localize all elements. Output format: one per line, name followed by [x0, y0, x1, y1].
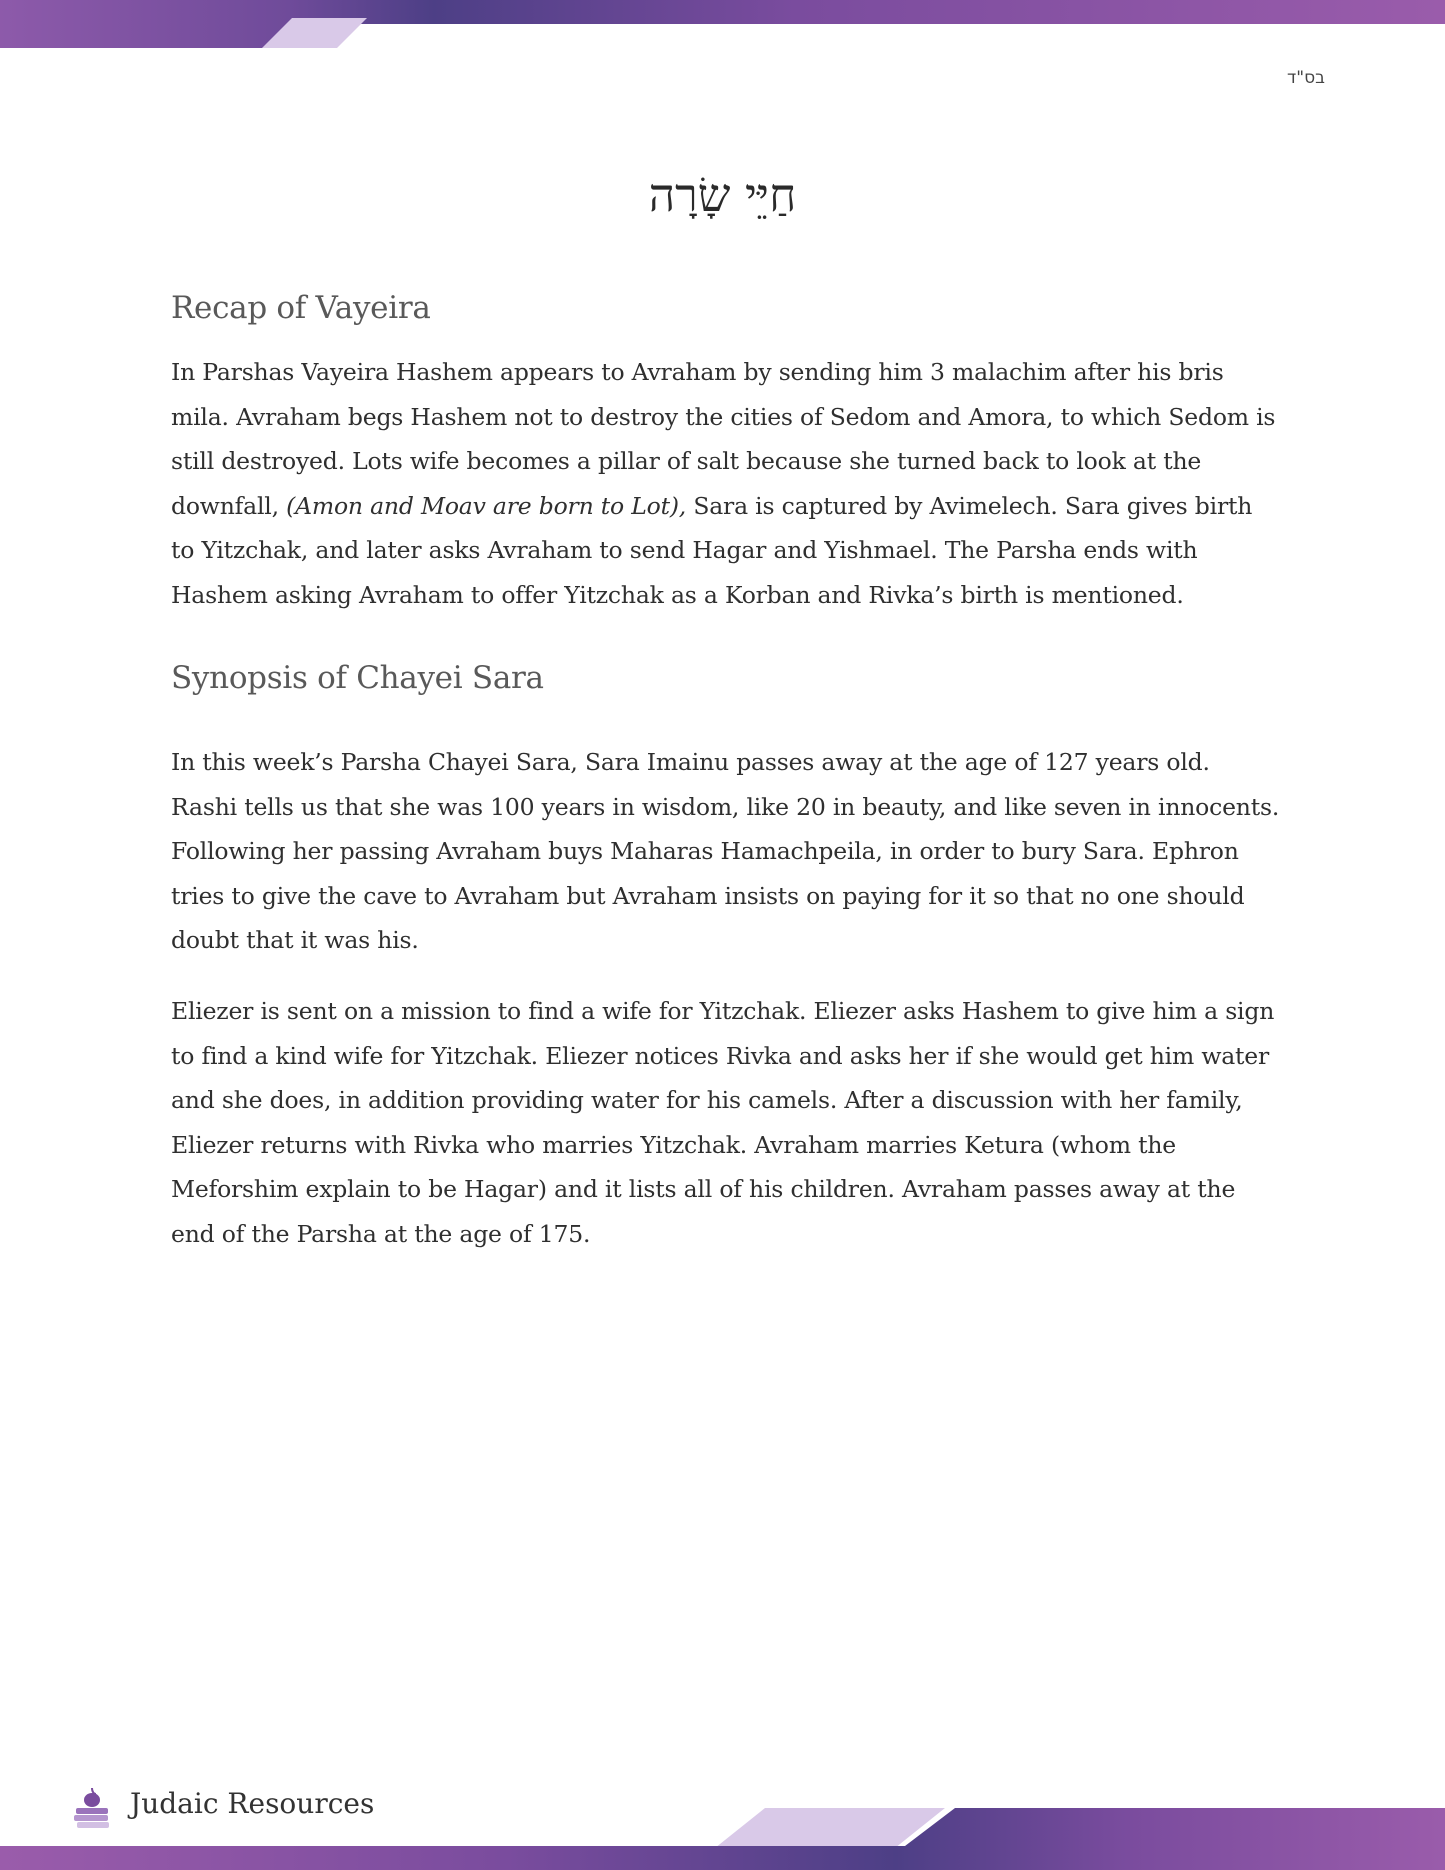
- recap-text-start: In Parshas Vayeira Hashem appears to Avraham by sending him 3 malachim after his bris mila. Avraham begs Hashem not to destroy the cities of Sedom and Amora, to which Sedom is still destroyed. Lots wife becomes a pillar of salt because she turned back to look at the downfall,: [171, 358, 1276, 520]
- footer-brand: Judaic Resources: [130, 1787, 375, 1820]
- synopsis-paragraph-1-text: In this week’s Parsha Chayei Sara, Sara Imainu passes away at the age of 127 years old. Rashi tells us that she was 100 years in wisdom, like 20 in beauty, and like seven in innocents. Following her passing Avraham buys Maharas Hamachpeila, in order to bury Sara. Ephron tries to give the cave to Avraham but Avraham insists on paying for it so that no one should doubt that it was his.: [171, 748, 1280, 954]
- top-decorative-band: [0, 0, 1445, 48]
- recap-section-heading: [171, 290, 1281, 326]
- page-title: חַיֵּי שָׂרָה: [648, 168, 797, 222]
- synopsis-paragraph-2-text: Eliezer is sent on a mission to find a wife for Yitzchak. Eliezer asks Hashem to give him a sign to find a kind wife for Yitzchak. Eliezer notices Rivka and asks her if she would get him water and she does, in addition providing water for his camels. After a discussion with her family, Eliezer returns with Rivka who marries Yitzchak. Avraham marries Ketura (whom the Meforshim explain to be Hagar) and it lists all of his children. Avraham passes away at the end of the Parsha at the age of 175.: [171, 997, 1275, 1248]
- recap-text-italic: (Amon and Moav are born to Lot),: [286, 491, 687, 520]
- synopsis-section-heading: [171, 660, 1281, 696]
- synopsis-paragraph-1: [171, 740, 1281, 963]
- bsd-marker: בס"ד: [1287, 68, 1325, 88]
- recap-text-end: Sara is captured by Avimelech. Sara gives birth to Yitzchak, and later asks Avraham to send Hagar and Yishmael. The Parsha ends with Hashem asking Avraham to offer Yitzchak as a Korban and Rivka’s birth is mentioned.: [171, 491, 1253, 609]
- synopsis-paragraph-2: [171, 989, 1281, 1256]
- synopsis-heading-text: Synopsis of Chayei Sara: [171, 660, 544, 696]
- recap-heading-text: Recap of Vayeira: [171, 290, 431, 326]
- books-apple-icon: [72, 1786, 112, 1830]
- recap-section-body: [171, 350, 1281, 617]
- recap-paragraph: [171, 350, 1281, 617]
